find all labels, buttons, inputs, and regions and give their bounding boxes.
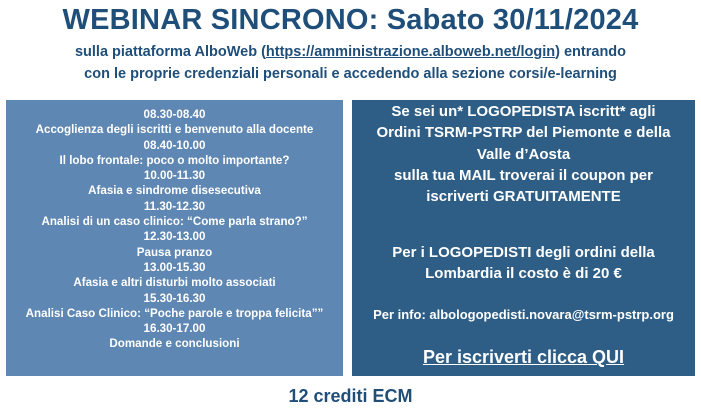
info-line: iscriverti GRATUITAMENTE — [426, 188, 621, 206]
schedule-line: 11.30-12.30 — [143, 199, 206, 213]
page-title: WEBINAR SINCRONO: Sabato 30/11/2024 — [62, 4, 639, 36]
schedule-line: 13.00-15.30 — [143, 260, 206, 274]
schedule-line: Afasia e sindrome disesecutiva — [88, 184, 261, 198]
schedule-line: Domande e conclusioni — [109, 337, 240, 351]
schedule-line: Accoglienza degli iscritti e benvenuto alla docente — [35, 123, 314, 137]
schedule-line: Pausa pranzo — [136, 245, 213, 259]
alboweb-login-link[interactable]: https://amministrazione.alboweb.net/login — [265, 44, 556, 60]
schedule-line: 16.30-17.00 — [143, 322, 206, 336]
schedule-line: 10.00-11.30 — [143, 169, 206, 183]
platform-suffix: ) entrando — [555, 44, 627, 60]
platform-line — [0, 44, 701, 60]
schedule-line: Il lobo frontale: poco o molto importante? — [59, 153, 290, 167]
platform-prefix: sulla piattaforma AlboWeb ( — [74, 44, 266, 60]
contact-email: Per info: albologopedisti.novara@tsrm-pstrp.org — [373, 307, 674, 322]
info-line: Valle d’Aosta — [476, 145, 571, 163]
info-line: Lombardia il costo è di 20 € — [425, 265, 622, 283]
info-line: sulla tua MAIL troverai il coupon per — [394, 166, 653, 184]
schedule-line: Analisi di un caso clinico: “Come parla strano?” — [41, 215, 308, 229]
schedule-line: 08.30-08.40 — [143, 108, 206, 121]
register-link[interactable]: Per iscriverti clicca QUI — [422, 347, 625, 367]
schedule-line: Analisi Caso Clinico: “Poche parole e troppa felicita”” — [25, 306, 324, 320]
schedule-line: 08.40-10.00 — [143, 138, 206, 152]
info-line: Ordini TSRM-PSTRP del Piemonte e della — [376, 124, 671, 142]
info-line: Se sei un* LOGOPEDISTA iscritt* agli — [391, 103, 656, 120]
schedule-line: Afasia e altri disturbi molto associati — [73, 276, 276, 290]
ecm-credits: 12 crediti ECM — [288, 386, 413, 406]
registration-info-panel — [352, 100, 695, 376]
schedule-line: 12.30-13.00 — [143, 230, 206, 244]
credentials-line: con le proprie credenziali personali e accedendo alla sezione corsi/e-learning — [84, 66, 617, 82]
cost-info — [352, 242, 695, 285]
info-line: Per i LOGOPEDISTI degli ordini della — [392, 244, 655, 261]
free-registration-info — [352, 101, 695, 207]
schedule-line: 15.30-16.30 — [143, 291, 206, 305]
program-schedule — [6, 100, 343, 376]
